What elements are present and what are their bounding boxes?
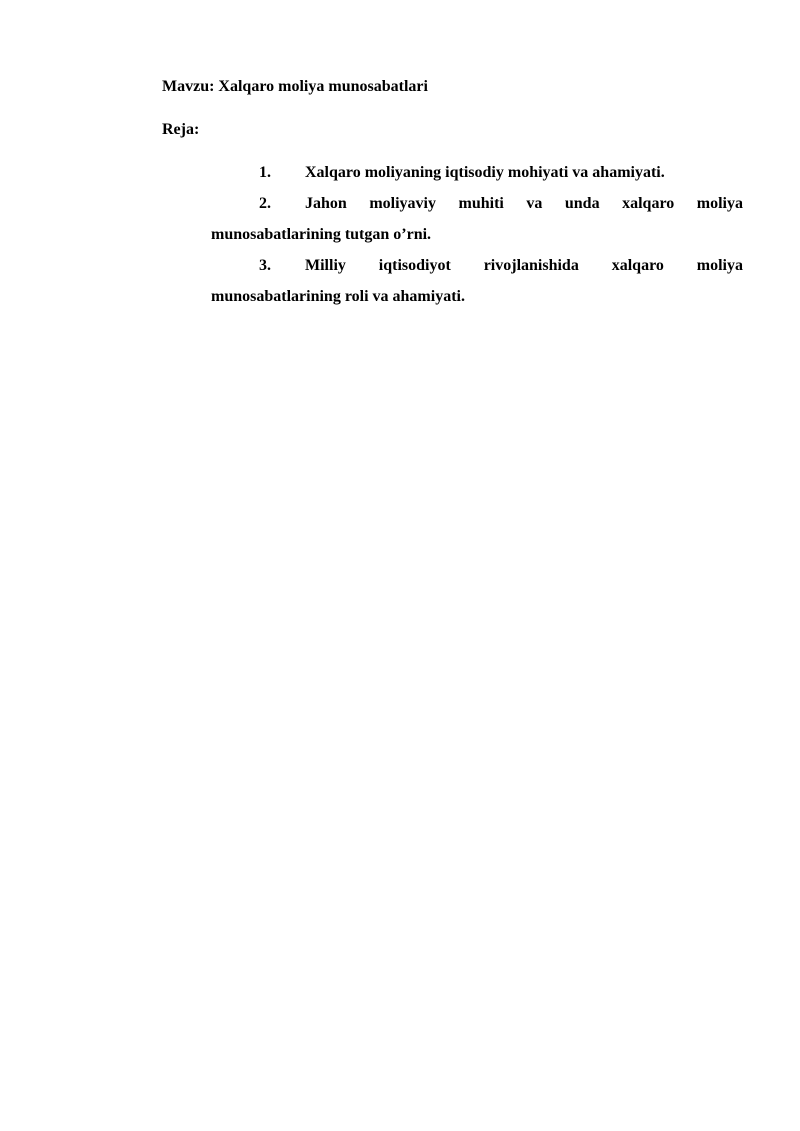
plan-item-text: Jahon moliyaviy muhiti va unda xalqaro moliya munosabatlarining tutgan o’rni. <box>211 195 743 243</box>
document-topic: Mavzu: Xalqaro moliya munosabatlari <box>162 78 428 95</box>
plan-item-text: Milliy iqtisodiyot rivojlanishida xalqaro moliya munosabatlarining roli va ahamiyati. <box>211 257 743 305</box>
plan-item-3 <box>211 250 743 312</box>
plan-item-number: 3. <box>259 257 271 274</box>
plan-item-number: 2. <box>259 195 271 212</box>
plan-item-2 <box>211 188 743 250</box>
plan-item-text: Xalqaro moliyaning iqtisodiy mohiyati va ahamiyati. <box>305 164 665 181</box>
plan-heading: Reja: <box>162 121 200 138</box>
plan-item-1 <box>211 157 743 188</box>
plan-list <box>211 157 743 312</box>
plan-item-number: 1. <box>259 164 271 181</box>
